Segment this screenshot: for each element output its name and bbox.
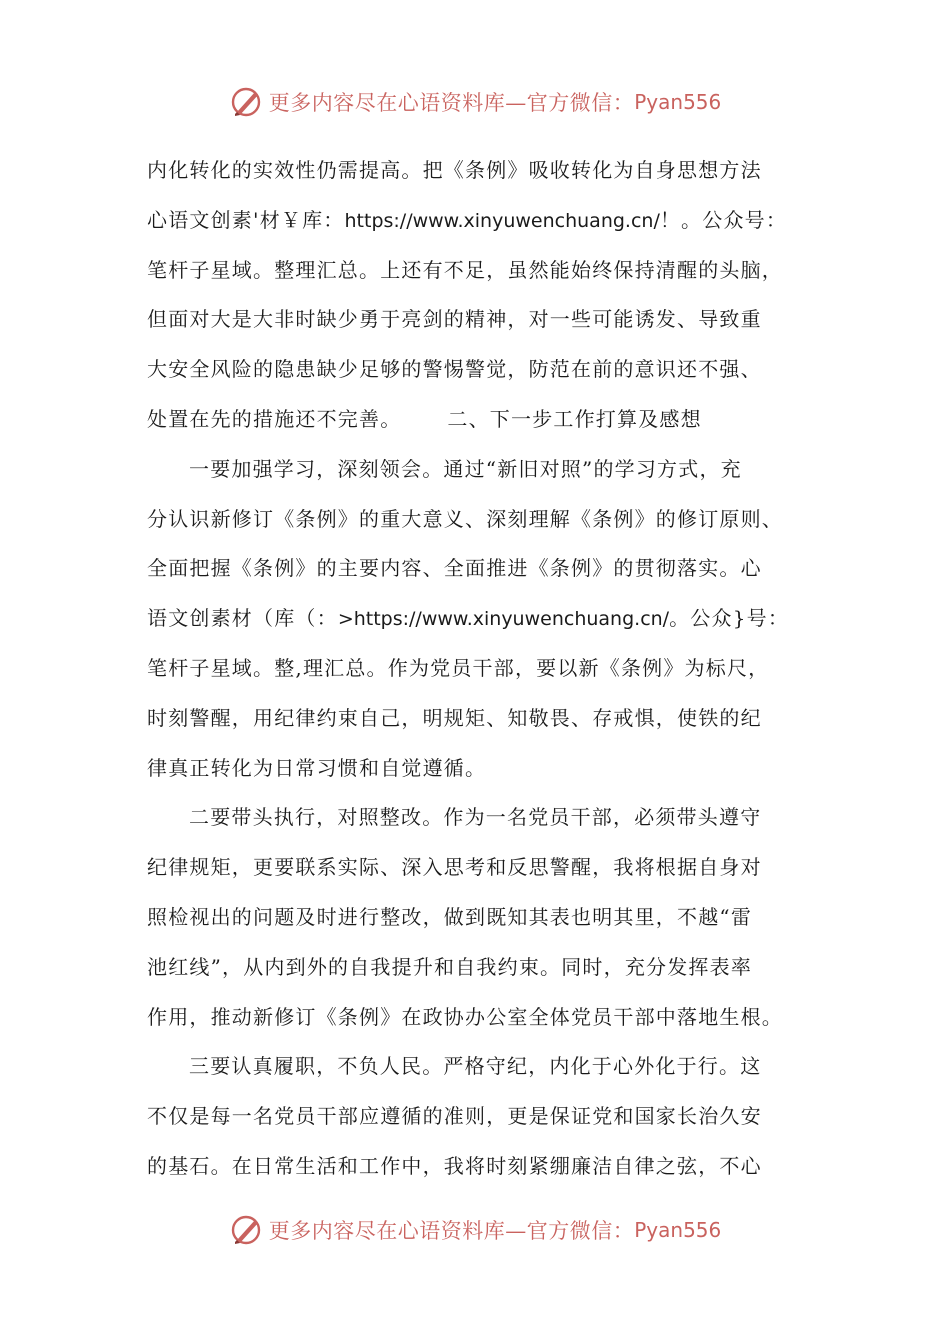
paragraph-start: 三要认真履职，不负人民。严格守纪，内化于心外化于行。这: [189, 1054, 762, 1079]
text-line: 全面把握《条例》的主要内容、全面推进《条例》的贯彻落实。心: [147, 556, 762, 581]
pen-circle-logo-icon: [229, 1212, 265, 1248]
text-line: 心语文创素'材￥库：https://www.xinyuwenchuang.cn/！。公众号：: [147, 207, 788, 232]
text-line: 分认识新修订《条例》的重大意义、深刻理解《条例》的修订原则、: [147, 506, 783, 531]
text-line: 笔杆子星域。整,理汇总。作为党员干部，要以新《条例》为标尺，: [147, 655, 770, 680]
text-line: 池红线”，从内到外的自我提升和自我约束。同时，充分发挥表率: [147, 954, 753, 979]
text-line: 律真正转化为日常习惯和自觉遵循。: [147, 755, 487, 780]
header-wechat-id: Pyan556: [634, 90, 722, 114]
text-line: 纪律规矩，更要联系实际、深入思考和反思警醒，我将根据自身对: [147, 855, 762, 880]
website-url: >https://www.xinyuwenchuang.cn/: [337, 608, 670, 631]
pen-circle-logo-icon: [229, 84, 265, 120]
document-body: [147, 146, 827, 1192]
text-line: 大安全风险的隐患缺少足够的警惕警觉，防范在前的意识还不强、: [147, 357, 762, 382]
text-line: 不仅是每一名党员干部应遵循的准则，更是保证党和国家长治久安: [147, 1104, 762, 1129]
text-line: 作用，推动新修订《条例》在政协办公室全体党员干部中落地生根。: [147, 1004, 783, 1029]
text-line: 但面对大是大非时缺少勇于亮剑的精神，对一些可能诱发、导致重: [147, 307, 762, 332]
website-url: https://www.xinyuwenchuang.cn/: [344, 209, 660, 232]
paragraph-start: 一要加强学习，深刻领会。通过“新旧对照”的学习方式，充: [189, 456, 742, 481]
section-heading: 二、下一步工作打算及感想: [447, 406, 702, 431]
footer-banner: [0, 1208, 950, 1252]
text-line: 内化转化的实效性仍需提高。把《条例》吸收转化为自身思想方法: [147, 158, 762, 182]
text-line: 的基石。在日常生活和工作中，我将时刻紧绷廉洁自律之弦，不心: [147, 1153, 762, 1178]
header-banner: [0, 80, 950, 124]
footer-banner-text: 更多内容尽在心语资料库—官方微信：: [268, 1219, 635, 1243]
text-line: 时刻警醒，用纪律约束自己，明规矩、知敬畏、存戒惧，使铁的纪: [147, 705, 762, 730]
text-line: 处置在先的措施还不完善。 二、下一步工作打算及感想: [147, 406, 702, 431]
footer-wechat-id: Pyan556: [634, 1218, 722, 1242]
text-line: 语文创素材（库（：>https://www.xinyuwenchuang.cn/。公众}号：: [147, 606, 790, 631]
header-banner-text: 更多内容尽在心语资料库—官方微信：: [268, 91, 635, 115]
paragraph-start: 二要带头执行，对照整改。作为一名党员干部，必须带头遵守: [189, 805, 762, 830]
text-line: 笔杆子星域。整理汇总。上还有不足，虽然能始终保持清醒的头脑，: [147, 257, 783, 282]
text-line: 照检视出的问题及时进行整改，做到既知其表也明其里，不越“雷: [147, 904, 753, 929]
